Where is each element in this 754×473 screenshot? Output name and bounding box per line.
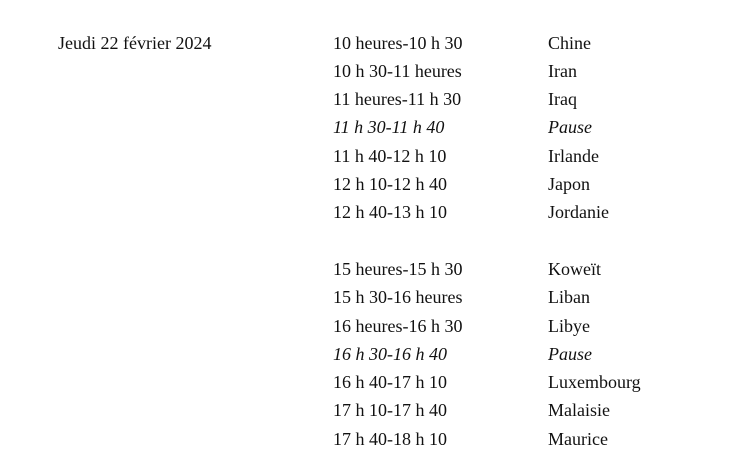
time-slot: 16 h 40-17 h 10 [333, 372, 447, 392]
country-name: Koweït [548, 259, 601, 279]
time-slot: 17 h 10-17 h 40 [333, 400, 447, 420]
time-slot: 16 heures-16 h 30 [333, 316, 463, 336]
time-slot: 17 h 40-18 h 10 [333, 429, 447, 449]
schedule-date: Jeudi 22 février 2024 [58, 33, 212, 53]
time-slot: 15 heures-15 h 30 [333, 259, 463, 279]
time-slot: 12 h 40-13 h 10 [333, 202, 447, 222]
country-name: Iraq [548, 89, 577, 109]
time-slot: 16 h 30-16 h 40 [333, 344, 447, 364]
country-name: Iran [548, 61, 577, 81]
country-name: Irlande [548, 146, 599, 166]
time-slot: 10 heures-10 h 30 [333, 33, 463, 53]
country-name: Chine [548, 33, 591, 53]
time-slot: 12 h 10-12 h 40 [333, 174, 447, 194]
country-name: Liban [548, 287, 590, 307]
time-slot: 11 h 30-11 h 40 [333, 117, 445, 137]
time-slot: 11 h 40-12 h 10 [333, 146, 447, 166]
pause-label: Pause [548, 117, 592, 137]
country-name: Libye [548, 316, 590, 336]
time-slot: 11 heures-11 h 30 [333, 89, 462, 109]
country-name: Japon [548, 174, 590, 194]
time-slot: 10 h 30-11 heures [333, 61, 462, 81]
time-slot: 15 h 30-16 heures [333, 287, 463, 307]
country-name: Jordanie [548, 202, 609, 222]
country-name: Luxembourg [548, 372, 641, 392]
pause-label: Pause [548, 344, 592, 364]
country-name: Maurice [548, 429, 608, 449]
country-name: Malaisie [548, 400, 610, 420]
